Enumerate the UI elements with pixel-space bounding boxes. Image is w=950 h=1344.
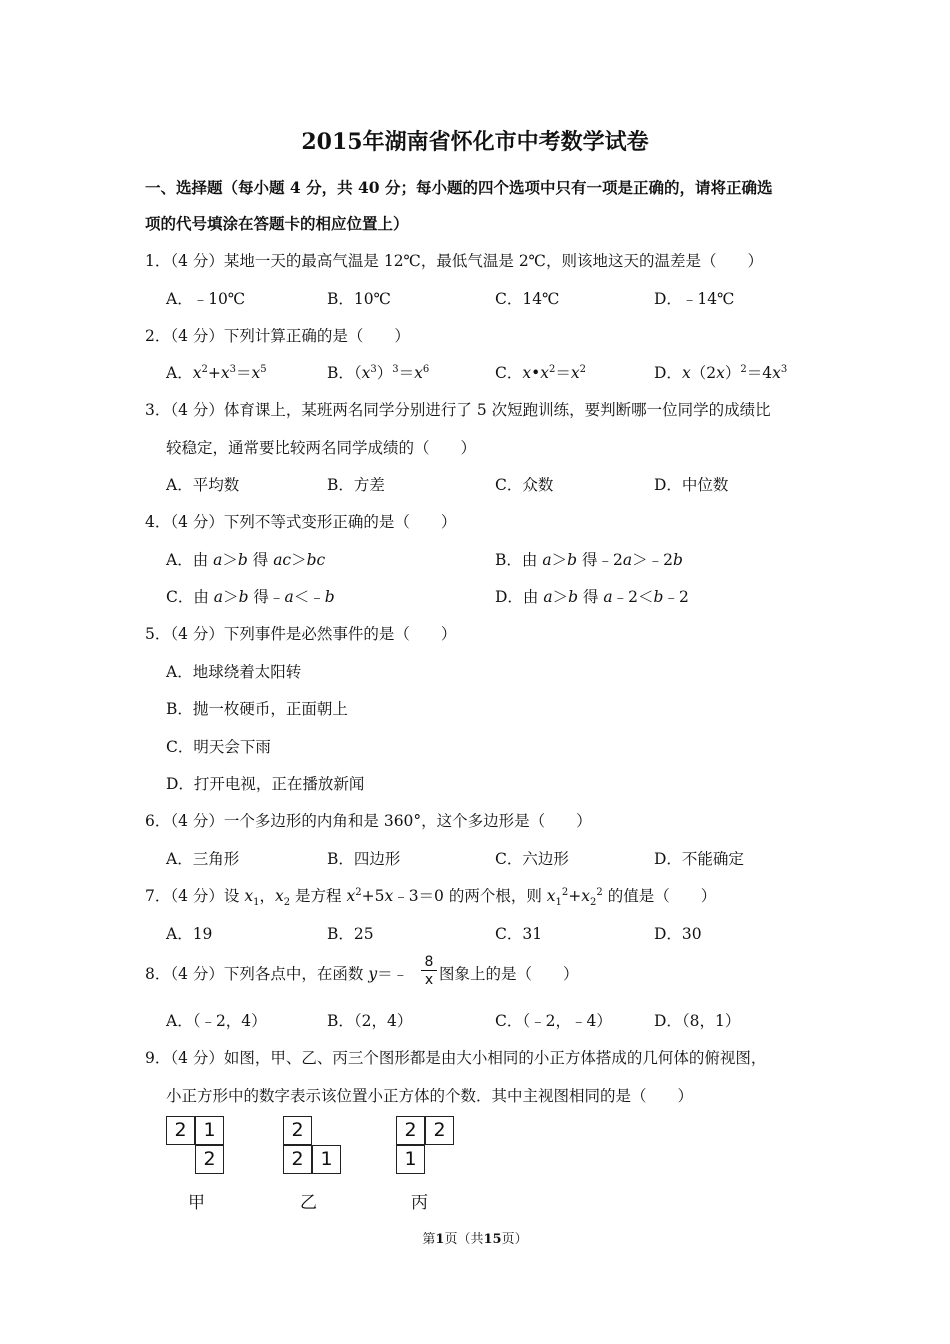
- figure-yi-cell: 2: [283, 1116, 312, 1145]
- figure-yi-label: 乙: [300, 1193, 317, 1213]
- q6-option-a: A．三角形: [166, 850, 240, 868]
- q4-option-d: D．由 a＞b 得 a﹣2＜b﹣2: [495, 588, 689, 606]
- q3-option-c: C．众数: [495, 476, 554, 494]
- q7-option-d: D．30: [654, 925, 702, 943]
- q3-stem-line1: 3．（4 分）体育课上，某班两名同学分别进行了 5 次短跑训练，要判断哪一位同学的成绩比: [145, 401, 771, 419]
- q8-stem-prefix: 8．（4 分）下列各点中，在函数 y＝﹣: [145, 965, 409, 983]
- q1-stem: 1．（4 分）某地一天的最高气温是 12℃，最低气温是 2℃，则该地这天的温差是（ ）: [145, 252, 764, 270]
- q6-option-b: B．四边形: [327, 850, 401, 868]
- page-title: 2015年湖南省怀化市中考数学试卷: [301, 129, 649, 155]
- figure-jia-label: 甲: [188, 1193, 205, 1213]
- q2-option-d: D．$x(2x)^2=4x^3$: [654, 363, 788, 382]
- figure-bing-cell: 1: [396, 1145, 425, 1174]
- q4-stem: 4．（4 分）下列不等式变形正确的是（ ）: [145, 513, 457, 531]
- section-heading-line1: 一、选择题（每小题 4 分，共 40 分；每小题的四个选项中只有一项是正确的，请将正确选: [145, 178, 773, 197]
- q3-stem-line2: 较稳定，通常要比较两名同学成绩的（ ）: [166, 439, 477, 457]
- q2-option-c: C．$x•x^2=x^2$: [495, 363, 587, 382]
- figure-bing-label: 丙: [411, 1193, 428, 1213]
- q6-option-d: D．不能确定: [654, 850, 744, 868]
- q9-stem-line1: 9．（4 分）如图，甲、乙、丙三个图形都是由大小相同的小正方体搭成的几何体的俯视图，: [145, 1049, 767, 1067]
- q7-stem: 7．（4 分）设 $x_1$，$x_2$ 是方程 $x^2+5x﹣3=0$ 的两个根，则 $x_1^2+x_2^2$ 的值是（ ）: [145, 886, 717, 909]
- figure-yi-cell: 2: [283, 1145, 312, 1174]
- figure-bing-cell: 2: [425, 1116, 454, 1145]
- q5-option-d: D．打开电视，正在播放新闻: [166, 775, 365, 793]
- q4-option-b: B．由 a＞b 得﹣2a＞﹣2b: [495, 551, 683, 569]
- q2-option-b: B．$(x^3)^3=x^6$: [327, 363, 430, 382]
- q1-option-d: D．﹣14℃: [654, 290, 735, 308]
- q4-option-a: A．由 a＞b 得 ac＞bc: [166, 551, 326, 569]
- q2-stem: 2．（4 分）下列计算正确的是（ ）: [145, 327, 410, 345]
- q8-fraction: [421, 954, 437, 989]
- q1-option-a: A．﹣10℃: [166, 290, 246, 308]
- figure-jia-cell: 2: [166, 1116, 195, 1145]
- q3-option-b: B．方差: [327, 476, 385, 494]
- q5-stem: 5．（4 分）下列事件是必然事件的是（ ）: [145, 625, 457, 643]
- figure-jia-cell: 2: [195, 1145, 224, 1174]
- section-heading-line2: 项的代号填涂在答题卡的相应位置上）: [145, 214, 409, 233]
- q4-option-c: C．由 a＞b 得﹣a＜﹣b: [166, 588, 335, 606]
- figure-jia-cell: 1: [195, 1116, 224, 1145]
- q3-option-d: D．中位数: [654, 476, 729, 494]
- q7-option-b: B．25: [327, 925, 374, 943]
- q7-option-a: A．19: [166, 925, 213, 943]
- q8-fraction-numerator: 8: [421, 954, 437, 971]
- q2-option-a: A．$x^2+x^3=x^5$: [166, 363, 267, 382]
- q8-option-d: D．（8，1）: [654, 1012, 741, 1030]
- q9-stem-line2: 小正方形中的数字表示该位置小正方体的个数．其中主视图相同的是（ ）: [166, 1087, 694, 1105]
- q5-option-b: B．抛一枚硬币，正面朝上: [166, 700, 348, 718]
- q3-option-a: A．平均数: [166, 476, 240, 494]
- q8-option-a: A．（﹣2，4）: [166, 1012, 267, 1030]
- q7-option-c: C．31: [495, 925, 543, 943]
- q8-option-c: C．（﹣2，﹣4）: [495, 1012, 612, 1030]
- q6-stem: 6．（4 分）一个多边形的内角和是 360°，这个多边形是（ ）: [145, 812, 592, 830]
- q5-option-a: A．地球绕着太阳转: [166, 663, 302, 681]
- figure-yi-cell: 1: [312, 1145, 341, 1174]
- q5-option-c: C．明天会下雨: [166, 738, 271, 756]
- q8-stem-suffix: 图象上的是（ ）: [439, 965, 579, 983]
- q8-fraction-denominator: x: [424, 972, 434, 988]
- q8-option-b: B．（2，4）: [327, 1012, 413, 1030]
- figure-bing-cell: 2: [396, 1116, 425, 1145]
- q1-option-b: B．10℃: [327, 290, 391, 308]
- q6-option-c: C．六边形: [495, 850, 569, 868]
- q1-option-c: C．14℃: [495, 290, 560, 308]
- page-footer: 第1页（共15页）: [422, 1232, 528, 1247]
